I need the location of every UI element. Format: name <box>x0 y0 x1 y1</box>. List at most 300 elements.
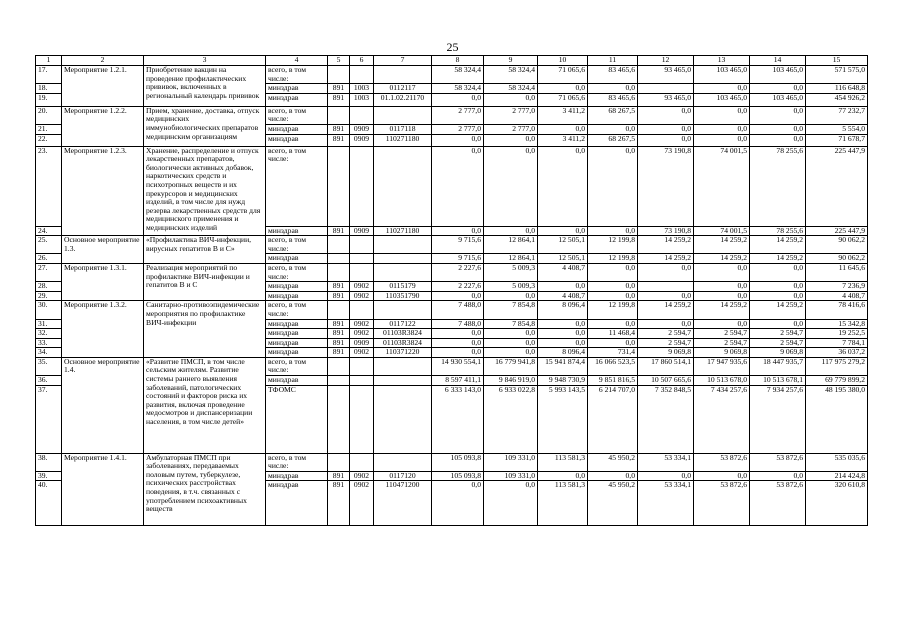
table-row <box>36 66 868 84</box>
funding-source: ТФОМС <box>266 385 328 453</box>
event-description: Прием, хранение, доставка, отпуск медицинских иммунобиологических препаратов медицинским организациям <box>144 106 266 146</box>
code-cell: 0112117 <box>374 84 432 94</box>
code-cell <box>350 357 374 375</box>
value-cell: 0,0 <box>694 134 750 146</box>
value-cell: 0,0 <box>750 263 806 281</box>
value-cell: 8 096,4 <box>538 348 588 358</box>
funding-source: минздрав <box>266 282 328 292</box>
code-cell <box>374 376 432 386</box>
page-number: 25 <box>446 40 459 54</box>
value-cell: 2 227,6 <box>432 282 484 292</box>
event-description: Амбулаторная ПМСП при заболеваниях, передаваемых половым путем, туберкулезе, психических расстройствах поведения, в т.ч. связанных с употреблением психоактивных веществ <box>144 453 266 526</box>
value-cell: 14 259,2 <box>750 301 806 319</box>
code-cell: 110271180 <box>374 134 432 146</box>
value-cell: 2 777,0 <box>484 106 538 124</box>
value-cell: 0,0 <box>588 291 638 301</box>
value-cell: 45 950,2 <box>588 481 638 526</box>
code-cell: 0902 <box>350 471 374 481</box>
value-cell: 7 784,1 <box>806 338 868 348</box>
value-cell: 571 575,0 <box>806 66 868 84</box>
value-cell: 2 777,0 <box>432 106 484 124</box>
value-cell: 16 779 941,8 <box>484 357 538 375</box>
row-number: 33. <box>36 338 62 348</box>
value-cell: 69 779 899,2 <box>806 376 868 386</box>
funding-source: минздрав <box>266 329 328 339</box>
code-cell: 891 <box>328 84 350 94</box>
value-cell: 15 342,8 <box>806 319 868 329</box>
value-cell: 320 610,8 <box>806 481 868 526</box>
row-number: 31. <box>36 319 62 329</box>
value-cell: 2 594,7 <box>750 338 806 348</box>
value-cell: 0,0 <box>588 338 638 348</box>
value-cell: 12 199,8 <box>588 236 638 254</box>
value-cell: 214 424,8 <box>806 471 868 481</box>
event-name: Мероприятие 1.2.2. <box>62 106 144 146</box>
code-cell: 0902 <box>350 291 374 301</box>
value-cell: 2 227,6 <box>432 263 484 281</box>
value-cell: 74 001,5 <box>694 226 750 236</box>
event-description: Санитарно-противоэпидемические мероприятия по профилактике ВИЧ-инфекции <box>144 301 266 358</box>
event-description: Приобретение вакцин на проведение профилактических прививок, включенных в региональный календарь прививок <box>144 66 266 107</box>
value-cell: 58 324,4 <box>484 66 538 84</box>
header-cell: 5 <box>328 56 350 66</box>
value-cell: 6 214 707,0 <box>588 385 638 453</box>
row-number: 39. <box>36 471 62 481</box>
code-cell <box>350 254 374 264</box>
value-cell: 103 465,0 <box>694 93 750 106</box>
value-cell: 0,0 <box>694 124 750 134</box>
value-cell: 0,0 <box>484 481 538 526</box>
value-cell: 0,0 <box>588 146 638 226</box>
value-cell: 14 930 554,1 <box>432 357 484 375</box>
value-cell: 113 581,3 <box>538 453 588 471</box>
value-cell: 103 465,0 <box>750 93 806 106</box>
funding-source: всего, в том числе: <box>266 106 328 124</box>
code-cell: 891 <box>328 282 350 292</box>
code-cell: 891 <box>328 124 350 134</box>
code-cell: 0902 <box>350 481 374 526</box>
value-cell: 17 947 935,6 <box>694 357 750 375</box>
value-cell: 0,0 <box>484 134 538 146</box>
value-cell: 0,0 <box>588 263 638 281</box>
value-cell: 0,0 <box>750 124 806 134</box>
value-cell: 74 001,5 <box>694 146 750 226</box>
value-cell: 0,0 <box>588 319 638 329</box>
code-cell <box>350 301 374 319</box>
code-cell: 891 <box>328 338 350 348</box>
code-cell <box>350 66 374 84</box>
value-cell: 0,0 <box>432 348 484 358</box>
code-cell: 891 <box>328 329 350 339</box>
value-cell: 2 777,0 <box>432 124 484 134</box>
funding-source: минздрав <box>266 226 328 236</box>
value-cell: 6 933 022,8 <box>484 385 538 453</box>
value-cell: 0,0 <box>538 226 588 236</box>
row-number: 29. <box>36 291 62 301</box>
value-cell: 12 505,1 <box>538 236 588 254</box>
code-cell <box>328 357 350 375</box>
value-cell: 15 941 874,4 <box>538 357 588 375</box>
row-number: 21. <box>36 124 62 134</box>
code-cell: 0117122 <box>374 319 432 329</box>
value-cell: 4 408,7 <box>538 263 588 281</box>
value-cell: 0,0 <box>750 106 806 124</box>
value-cell: 14 259,2 <box>638 254 694 264</box>
value-cell: 2 777,0 <box>484 124 538 134</box>
value-cell: 0,0 <box>750 282 806 292</box>
value-cell: 113 581,3 <box>538 481 588 526</box>
value-cell: 12 864,1 <box>484 254 538 264</box>
value-cell: 9 069,8 <box>638 348 694 358</box>
row-number: 28. <box>36 282 62 292</box>
code-cell: 110271180 <box>374 226 432 236</box>
code-cell: 0902 <box>350 282 374 292</box>
header-cell: 15 <box>806 56 868 66</box>
value-cell: 0,0 <box>432 329 484 339</box>
value-cell: 103 465,0 <box>694 66 750 84</box>
value-cell: 14 259,2 <box>638 301 694 319</box>
value-cell: 0,0 <box>432 134 484 146</box>
value-cell: 0,0 <box>638 319 694 329</box>
row-number: 34. <box>36 348 62 358</box>
value-cell: 8 096,4 <box>538 301 588 319</box>
value-cell: 0,0 <box>432 226 484 236</box>
value-cell: 5 993 143,5 <box>538 385 588 453</box>
header-cell: 11 <box>588 56 638 66</box>
event-name: Мероприятие 1.3.1. <box>62 263 144 300</box>
code-cell: 891 <box>328 471 350 481</box>
value-cell: 0,0 <box>750 134 806 146</box>
code-cell: 891 <box>328 348 350 358</box>
code-cell <box>328 385 350 453</box>
value-cell: 4 408,7 <box>538 291 588 301</box>
value-cell: 53 334,1 <box>638 481 694 526</box>
value-cell: 6 333 143,0 <box>432 385 484 453</box>
funding-source: минздрав <box>266 291 328 301</box>
row-number: 20. <box>36 106 62 124</box>
header-cell: 14 <box>750 56 806 66</box>
code-cell: 891 <box>328 134 350 146</box>
table-row <box>36 453 868 471</box>
header-cell: 6 <box>350 56 374 66</box>
value-cell: 5 554,0 <box>806 124 868 134</box>
value-cell: 2 594,7 <box>638 338 694 348</box>
value-cell: 0,0 <box>750 84 806 94</box>
code-cell: 891 <box>328 93 350 106</box>
value-cell: 3 411,2 <box>538 106 588 124</box>
code-cell: 01.1.02.21170 <box>374 93 432 106</box>
value-cell: 0,0 <box>750 471 806 481</box>
value-cell: 36 037,2 <box>806 348 868 358</box>
value-cell: 116 648,8 <box>806 84 868 94</box>
code-cell: 0902 <box>350 329 374 339</box>
value-cell: 0,0 <box>694 319 750 329</box>
value-cell: 71 065,6 <box>538 93 588 106</box>
value-cell: 90 062,2 <box>806 236 868 254</box>
value-cell: 68 267,5 <box>588 134 638 146</box>
table-row <box>36 263 868 281</box>
row-number: 27. <box>36 263 62 281</box>
value-cell: 7 488,0 <box>432 301 484 319</box>
funding-source: минздрав <box>266 84 328 94</box>
header-row <box>36 56 868 66</box>
code-cell <box>328 146 350 226</box>
code-cell <box>374 106 432 124</box>
value-cell: 7 236,9 <box>806 282 868 292</box>
table-row <box>36 146 868 226</box>
row-number: 40. <box>36 481 62 526</box>
code-cell <box>350 236 374 254</box>
code-cell <box>328 236 350 254</box>
value-cell: 78 255,6 <box>750 146 806 226</box>
event-name: Основное мероприятие 1.4. <box>62 357 144 453</box>
header-cell: 3 <box>144 56 266 66</box>
value-cell: 0,0 <box>588 84 638 94</box>
code-cell <box>328 376 350 386</box>
funding-source: минздрав <box>266 348 328 358</box>
value-cell: 225 447,9 <box>806 226 868 236</box>
value-cell: 7 488,0 <box>432 319 484 329</box>
row-number: 22. <box>36 134 62 146</box>
code-cell <box>374 385 432 453</box>
code-cell <box>350 146 374 226</box>
value-cell: 535 035,6 <box>806 453 868 471</box>
value-cell: 0,0 <box>694 291 750 301</box>
value-cell: 12 505,1 <box>538 254 588 264</box>
value-cell: 58 324,4 <box>432 66 484 84</box>
row-number: 38. <box>36 453 62 471</box>
value-cell: 0,0 <box>694 84 750 94</box>
value-cell: 9 069,8 <box>750 348 806 358</box>
funding-source: минздрав <box>266 319 328 329</box>
value-cell: 731,4 <box>588 348 638 358</box>
funding-source: минздрав <box>266 254 328 264</box>
value-cell: 0,0 <box>638 106 694 124</box>
code-cell: 0909 <box>350 338 374 348</box>
value-cell: 9 851 816,5 <box>588 376 638 386</box>
event-description: Хранение, распределение и отпуск лекарственных препаратов, биологически активных добавок, наркотических средств и психотропных веществ и их прекурсоров и медицинских изделий, в том числе для нужд резерва лекарственных средств для медицинского применения и медицинских изделий <box>144 146 266 236</box>
value-cell: 53 872,6 <box>750 481 806 526</box>
value-cell: 0,0 <box>538 124 588 134</box>
value-cell: 117 975 279,2 <box>806 357 868 375</box>
value-cell: 225 447,9 <box>806 146 868 226</box>
event-description: «Развитие ПМСП, в том числе сельским жителям. Развитие системы раннего выявления заболеваний, патологических состояний и факторов риска их развития, включая проведение медосмотров и диспансеризации населения, в том числе детей» <box>144 357 266 453</box>
code-cell: 0117118 <box>374 124 432 134</box>
value-cell: 12 199,8 <box>588 301 638 319</box>
value-cell: 0,0 <box>694 471 750 481</box>
header-cell: 4 <box>266 56 328 66</box>
value-cell: 18 447 935,7 <box>750 357 806 375</box>
value-cell: 9 715,6 <box>432 254 484 264</box>
event-name: Мероприятие 1.2.1. <box>62 66 144 107</box>
value-cell: 0,0 <box>538 329 588 339</box>
funding-source: всего, в том числе: <box>266 357 328 375</box>
code-cell <box>328 263 350 281</box>
value-cell: 78 416,6 <box>806 301 868 319</box>
code-cell: 891 <box>328 319 350 329</box>
code-cell <box>374 146 432 226</box>
funding-source: минздрав <box>266 481 328 526</box>
value-cell <box>638 282 694 292</box>
value-cell: 0,0 <box>538 146 588 226</box>
value-cell: 14 259,2 <box>638 236 694 254</box>
value-cell: 90 062,2 <box>806 254 868 264</box>
value-cell: 0,0 <box>538 84 588 94</box>
code-cell: 1003 <box>350 84 374 94</box>
funding-source: минздрав <box>266 134 328 146</box>
event-description: Реализация мероприятий по профилактике ВИЧ-инфекции и гепатитов В и С <box>144 263 266 300</box>
value-cell: 10 507 665,6 <box>638 376 694 386</box>
funding-source: всего, в том числе: <box>266 66 328 84</box>
header-cell: 12 <box>638 56 694 66</box>
header-cell: 10 <box>538 56 588 66</box>
row-number: 25. <box>36 236 62 254</box>
row-number: 26. <box>36 254 62 264</box>
value-cell: 0,0 <box>484 146 538 226</box>
value-cell: 0,0 <box>484 226 538 236</box>
value-cell: 0,0 <box>484 291 538 301</box>
table-row <box>36 236 868 254</box>
funding-source: минздрав <box>266 471 328 481</box>
value-cell <box>638 84 694 94</box>
value-cell: 103 465,0 <box>750 66 806 84</box>
code-cell <box>350 385 374 453</box>
value-cell: 11 645,6 <box>806 263 868 281</box>
value-cell: 83 465,6 <box>588 66 638 84</box>
funding-source: всего, в том числе: <box>266 301 328 319</box>
code-cell: 0902 <box>350 348 374 358</box>
value-cell: 0,0 <box>538 338 588 348</box>
value-cell: 0,0 <box>638 291 694 301</box>
value-cell: 11 468,4 <box>588 329 638 339</box>
value-cell: 0,0 <box>484 348 538 358</box>
code-cell: 0909 <box>350 226 374 236</box>
funding-source: всего, в том числе: <box>266 146 328 226</box>
code-cell <box>350 106 374 124</box>
value-cell: 19 252,5 <box>806 329 868 339</box>
code-cell: 891 <box>328 291 350 301</box>
code-cell: 0909 <box>350 124 374 134</box>
code-cell <box>374 254 432 264</box>
value-cell: 53 334,1 <box>638 453 694 471</box>
value-cell: 93 465,0 <box>638 93 694 106</box>
code-cell: 110371220 <box>374 348 432 358</box>
code-cell <box>328 301 350 319</box>
header-cell: 9 <box>484 56 538 66</box>
value-cell: 5 009,3 <box>484 282 538 292</box>
row-number: 36. <box>36 376 62 386</box>
value-cell: 109 331,0 <box>484 471 538 481</box>
value-cell: 0,0 <box>694 263 750 281</box>
value-cell: 0,0 <box>638 124 694 134</box>
value-cell: 14 259,2 <box>694 236 750 254</box>
value-cell: 0,0 <box>638 134 694 146</box>
row-number: 37. <box>36 385 62 453</box>
header-cell: 7 <box>374 56 432 66</box>
table-row <box>36 301 868 319</box>
code-cell: 891 <box>328 226 350 236</box>
code-cell: 01103R3824 <box>374 338 432 348</box>
event-description: «Профилактика ВИЧ-инфекции, вирусных гепатитов В и С» <box>144 236 266 264</box>
value-cell: 0,0 <box>484 329 538 339</box>
value-cell: 68 267,5 <box>588 106 638 124</box>
value-cell: 14 259,2 <box>694 254 750 264</box>
value-cell: 0,0 <box>484 338 538 348</box>
value-cell: 2 594,7 <box>694 338 750 348</box>
funding-source: всего, в том числе: <box>266 263 328 281</box>
row-number: 30. <box>36 301 62 319</box>
value-cell: 0,0 <box>694 106 750 124</box>
event-name: Мероприятие 1.4.1. <box>62 453 144 526</box>
code-cell <box>328 254 350 264</box>
value-cell: 93 465,0 <box>638 66 694 84</box>
value-cell: 0,0 <box>588 124 638 134</box>
header-cell: 8 <box>432 56 484 66</box>
value-cell: 9 846 919,0 <box>484 376 538 386</box>
value-cell: 0,0 <box>538 282 588 292</box>
value-cell: 77 232,7 <box>806 106 868 124</box>
funding-source: минздрав <box>266 93 328 106</box>
event-name: Мероприятие 1.3.2. <box>62 301 144 358</box>
value-cell: 53 872,6 <box>694 453 750 471</box>
value-cell: 53 872,6 <box>750 453 806 471</box>
code-cell: 0902 <box>350 319 374 329</box>
value-cell: 9 948 730,9 <box>538 376 588 386</box>
value-cell: 0,0 <box>588 226 638 236</box>
value-cell: 7 352 848,5 <box>638 385 694 453</box>
row-number: 19. <box>36 93 62 106</box>
row-number: 17. <box>36 66 62 84</box>
value-cell: 2 594,7 <box>694 329 750 339</box>
value-cell: 0,0 <box>484 93 538 106</box>
value-cell: 0,0 <box>432 93 484 106</box>
value-cell: 58 324,4 <box>484 84 538 94</box>
value-cell: 14 259,2 <box>694 301 750 319</box>
funding-source: минздрав <box>266 338 328 348</box>
value-cell: 0,0 <box>432 481 484 526</box>
row-number: 35. <box>36 357 62 375</box>
value-cell: 78 255,6 <box>750 226 806 236</box>
value-cell: 12 864,1 <box>484 236 538 254</box>
value-cell: 10 513 678,1 <box>750 376 806 386</box>
header-cell: 1 <box>36 56 62 66</box>
value-cell: 9 069,8 <box>694 348 750 358</box>
row-number: 18. <box>36 84 62 94</box>
value-cell: 53 872,6 <box>694 481 750 526</box>
funding-source: минздрав <box>266 376 328 386</box>
value-cell: 0,0 <box>638 263 694 281</box>
value-cell: 0,0 <box>638 471 694 481</box>
value-cell: 8 597 411,1 <box>432 376 484 386</box>
budget-table <box>35 55 868 526</box>
value-cell: 45 950,2 <box>588 453 638 471</box>
value-cell: 9 715,6 <box>432 236 484 254</box>
value-cell: 0,0 <box>538 471 588 481</box>
value-cell: 7 934 257,6 <box>750 385 806 453</box>
table-row <box>36 357 868 375</box>
value-cell: 0,0 <box>588 471 638 481</box>
code-cell: 01103R3824 <box>374 329 432 339</box>
value-cell: 7 434 257,6 <box>694 385 750 453</box>
code-cell <box>374 453 432 471</box>
code-cell: 110351790 <box>374 291 432 301</box>
value-cell: 71 678,7 <box>806 134 868 146</box>
value-cell: 0,0 <box>750 319 806 329</box>
code-cell: 891 <box>328 481 350 526</box>
code-cell <box>374 357 432 375</box>
code-cell: 1003 <box>350 93 374 106</box>
value-cell: 454 926,2 <box>806 93 868 106</box>
